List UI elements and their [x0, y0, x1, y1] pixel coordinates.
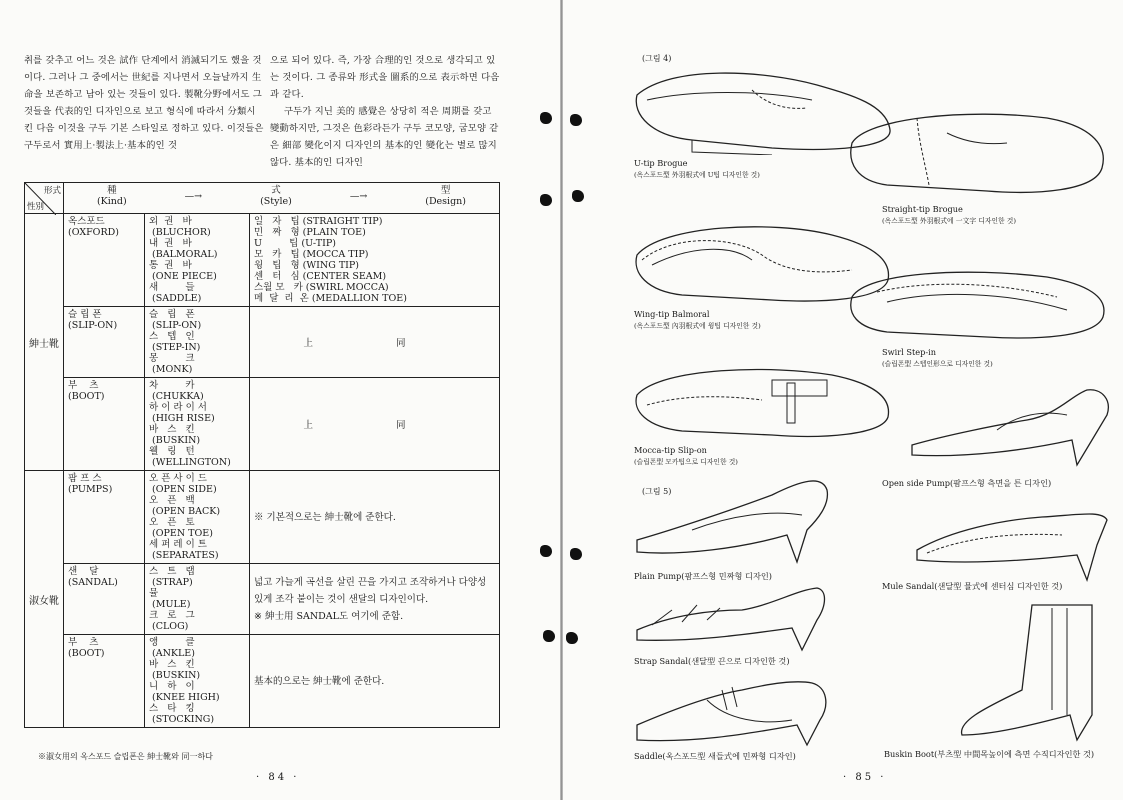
open-side-pump-drawing — [907, 380, 1117, 470]
style-pumps: 오 픈 사 이 드 (OPEN SIDE) 오 픈 백 (OPEN BACK) 오 픈 토 (OPEN TOE) 세 퍼 레 이 트 (SEPARATES) — [145, 471, 250, 564]
kind-slipon: 슬 립 폰 (SLIP-ON) — [64, 307, 145, 378]
caption-title: Swirl Step-in — [882, 347, 937, 357]
caption-title: Plain Pump(팜프스형 민짜형 디자인) — [634, 571, 772, 581]
caption-mule-sandal — [882, 580, 1062, 592]
body-paragraph-1: 취를 갖추고 어느 것은 試作 단계에서 消滅되기도 했을 것이다. 그러나 그 중에서는 世紀를 지나면서 오늘날까지 生命을 보존하고 남아 있는 것들이 있다. 製靴分野에서도 그것들을 代表的인 디자인으로 보고 형식에 따라서 分類시킨 다음 이것을 구두 기본 스타일로 정하고 있다. 이것들은 구두로서 實用上·製法上·基本的인 것 — [24, 55, 264, 151]
design-slipon-same: 上 同 — [250, 307, 500, 378]
page-number-left: · 84 · — [256, 772, 300, 783]
swirl-step-in-drawing — [847, 262, 1112, 342]
table-corner-cell — [25, 183, 64, 214]
caption-buskin-boot — [884, 748, 1094, 760]
caption-straight-tip-brogue — [882, 203, 1016, 227]
style-boot: 차 카 (CHUKKA) 하 이 라 이 서 (HIGH RISE) 바 스 킨 (BUSKIN) 웰 링 턴 (WELLINGTON) — [145, 378, 250, 471]
men-label: 紳士靴 — [25, 214, 64, 471]
figure-4-label: (그림 4) — [642, 54, 672, 63]
corner-form-label: 形式 — [43, 186, 61, 196]
kind-pumps: 팜 프 스 (PUMPS) — [64, 471, 145, 564]
header-style: 式 — [271, 185, 281, 196]
kind-boot: 부 츠 (BOOT) — [64, 378, 145, 471]
mocca-tip-slip-on-drawing — [632, 355, 897, 440]
corner-gender-label: 性別 — [27, 202, 45, 212]
design-boot-same: 上 同 — [250, 378, 500, 471]
right-page — [562, 0, 1123, 800]
caption-title: Open side Pump(팜프스형 측면을 튼 디자인) — [882, 478, 1052, 488]
caption-sub: (슬립폰型 스텝인形으로 디자인한 것) — [882, 360, 993, 368]
saddle-drawing — [632, 665, 832, 750]
strap-sandal-drawing — [632, 580, 832, 655]
design-sandal-note: 넓고 가늘게 곡선을 살린 끈을 가지고 조작하거나 다양성 있게 조각 붙이는 것이 샌달의 디자인이다. ※ 紳士用 SANDAL도 여기에 준함. — [250, 564, 500, 635]
mule-sandal-drawing — [912, 505, 1112, 585]
caption-sub: (옥스포드型 內羽根式에 윙팁 디자인한 것) — [634, 322, 761, 330]
caption-sub: (슬립폰型 모카팁으로 디자인한 것) — [634, 458, 738, 466]
header-design-en: (Design) — [425, 196, 466, 207]
ink-blot — [540, 545, 552, 557]
shoe-classification-table — [24, 182, 500, 728]
caption-title: Straight-tip Brogue — [882, 204, 963, 214]
caption-sub: (옥스포드型 外羽根式에 一文字 디자인한 것) — [882, 217, 1016, 225]
caption-open-side-pump — [882, 477, 1051, 489]
caption-u-tip-brogue — [634, 157, 760, 181]
caption-title: U-tip Brogue — [634, 158, 688, 168]
header-kind: 種 — [107, 185, 117, 196]
ink-blot — [540, 194, 552, 206]
header-kind-en: (Kind) — [96, 196, 127, 207]
header-style-en: (Style) — [260, 196, 292, 207]
caption-sub: (옥스포드型 外羽根式에 U팁 디자인한 것) — [634, 171, 760, 179]
arrow-2: —→ — [349, 190, 368, 202]
style-women-boot: 앵 클 (ANKLE) 바 스 킨 (BUSKIN) 니 하 이 (KNEE HIGH) 스 타 킹 (STOCKING) — [145, 635, 250, 728]
ink-blot — [540, 112, 552, 124]
footnote: ※淑女用의 옥스포드 슬립폰은 紳士靴와 同一하다 — [38, 752, 213, 761]
plain-pump-drawing — [632, 470, 832, 565]
arrow-1: —→ — [184, 190, 203, 202]
design-pumps-note: ※ 기본적으로는 紳士靴에 준한다. — [250, 471, 500, 564]
kind-oxford: 옥스포드 (OXFORD) — [64, 214, 145, 307]
caption-title: Wing-tip Balmoral — [634, 309, 710, 319]
style-sandal: 스 트 랩 (STRAP) 뮬 (MULE) 크 로 그 (CLOG) — [145, 564, 250, 635]
header-design: 型 — [440, 185, 451, 196]
page-number-right: · 85 · — [843, 772, 887, 783]
kind-women-boot: 부 츠 (BOOT) — [64, 635, 145, 728]
caption-title: Saddle(옥스포드型 새들式에 민짜형 디자인) — [634, 751, 796, 761]
caption-mocca-tip-slip-on — [634, 444, 738, 468]
kind-sandal: 샌 달 (SANDAL) — [64, 564, 145, 635]
body-paragraph-3: 구두가 지닌 美的 感覺은 상당히 적은 周期를 갖고 變動하지만, 그것은 色彩라든가 구두 코모양, 굽모양 같은 細部 變化이지 디자인의 基本的인 變化는 별로 많지 않다. 基本的인 디자인 — [270, 106, 499, 168]
caption-title: Buskin Boot(부츠型 中間목높이에 측면 수직디자인한 것) — [884, 749, 1095, 759]
ink-blot — [543, 630, 555, 642]
style-oxford: 외 권 바 (BLUCHOR) 내 권 바 (BALMORAL) 통 권 바 (ONE PIECE) 새 들 (SADDLE) — [145, 214, 250, 307]
design-women-boot-note: 基本的으로는 紳士靴에 준한다. — [250, 635, 500, 728]
caption-title: Mocca-tip Slip-on — [634, 445, 707, 455]
caption-swirl-step-in — [882, 346, 993, 370]
caption-wing-tip-balmoral — [634, 308, 761, 332]
buskin-boot-drawing — [952, 600, 1112, 745]
table-header-cell — [64, 183, 500, 214]
straight-tip-brogue-drawing — [847, 103, 1112, 198]
caption-title: Mule Sandal(샌달型 뮬式에 센터심 디자인한 것) — [882, 581, 1063, 591]
women-label: 淑女靴 — [25, 471, 64, 728]
figure-5-label: (그림 5) — [642, 487, 672, 496]
caption-saddle — [634, 750, 796, 762]
body-paragraph-2: 으로 되어 있다. 즉, 가장 合理的인 것으로 생각되고 있는 것이다. 그 종류와 形式을 圖系的으로 表示하면 다음과 같다. — [270, 55, 500, 100]
caption-title: Strap Sandal(샌달型 끈으로 디자인한 것) — [634, 656, 790, 666]
style-slipon: 슬 립 폰 (SLIP-ON) 스 텝 인 (STEP-IN) 몽 크 (MONK) — [145, 307, 250, 378]
design-oxford: 일 자 팁 (STRAIGHT TIP) 민 짜 형 (PLAIN TOE) U 팁 (U-TIP) 모 카 팁 (MOCCA TIP) 윙 팁 형 (WING TIP) 센 터 심 (CENTER SEAM) 스월 모 카 (SWIRL MOCCA) 메 달 리 온 (MEDALLION TOE) — [250, 214, 500, 307]
